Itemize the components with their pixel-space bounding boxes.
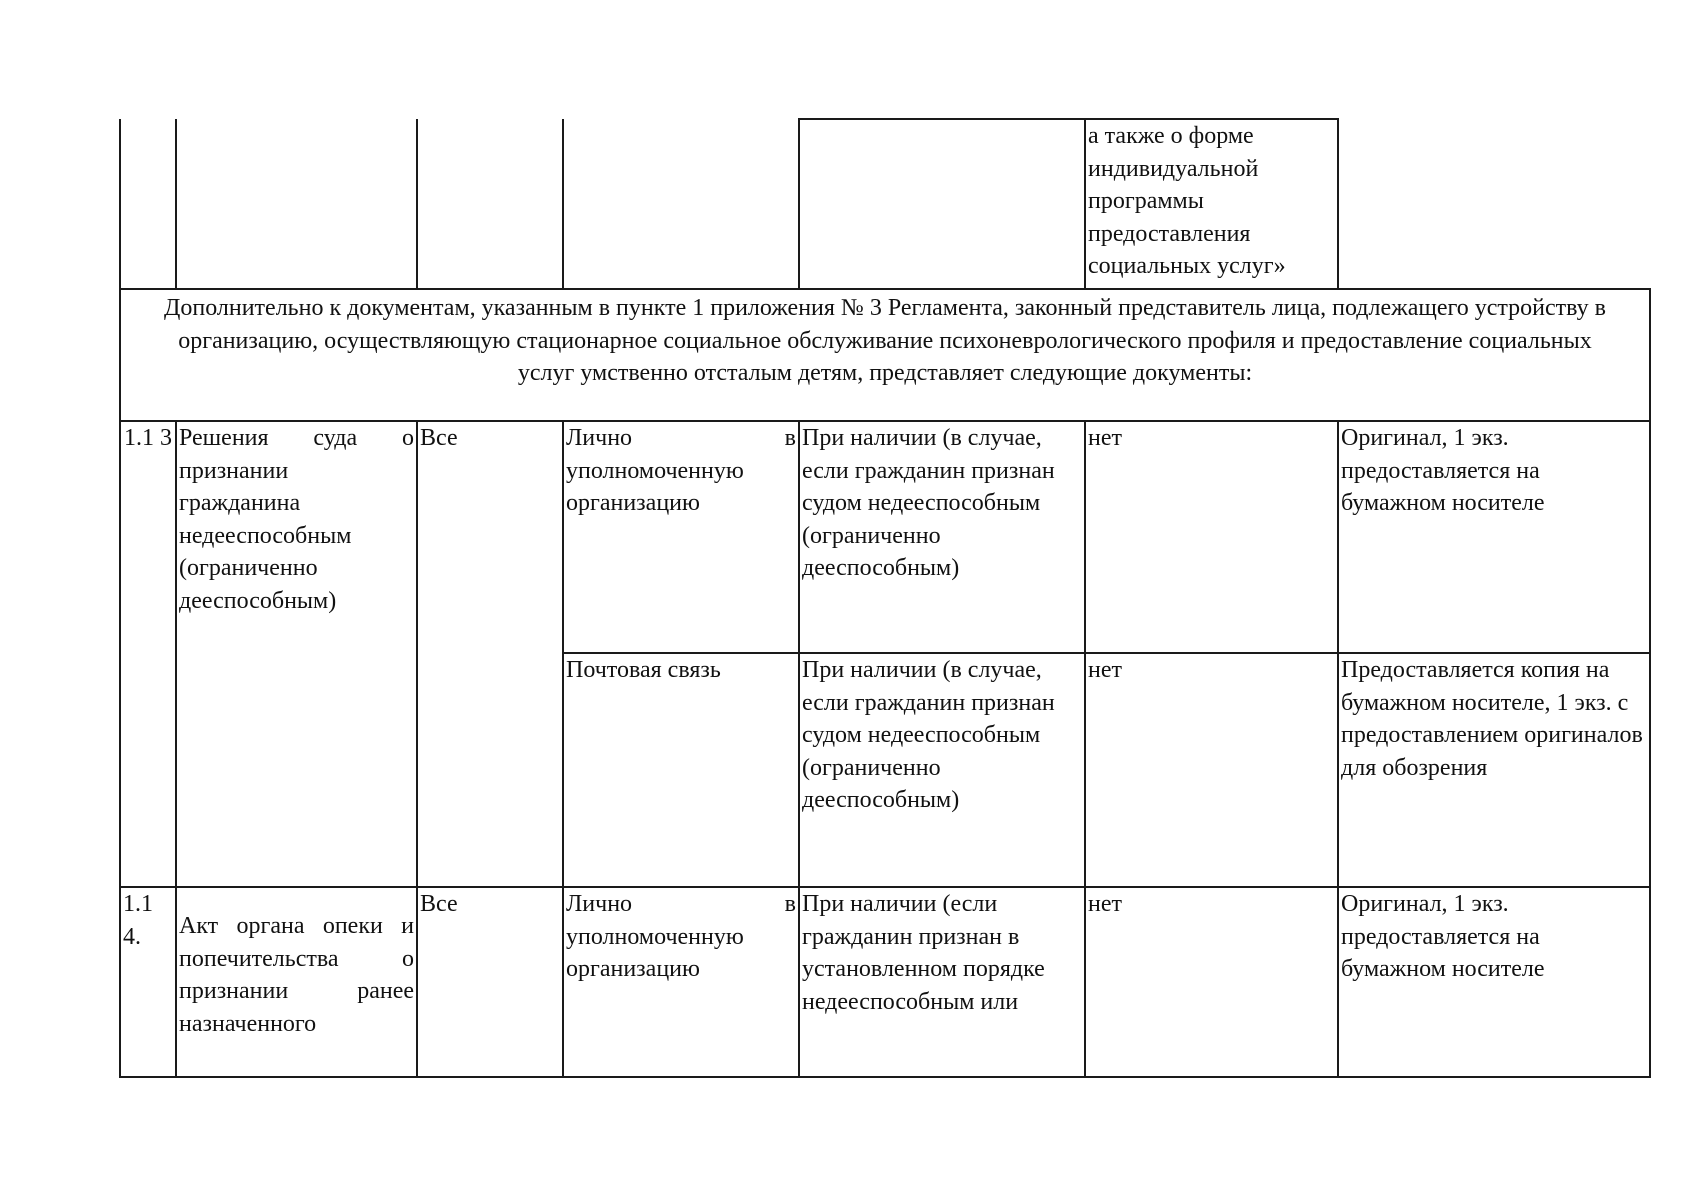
documents-table	[119, 118, 1651, 1078]
cell-method	[563, 119, 799, 289]
row-applicants: Все	[417, 887, 563, 1077]
row-method: Лично в уполномоченную организацию	[563, 421, 799, 653]
row-electronic: нет	[1085, 887, 1338, 1077]
row-document: Решения суда о признании гражданина недееспособным (ограниченно дееспособным)	[176, 421, 417, 887]
cell-applicants	[417, 119, 563, 289]
row-number: 1.1 3	[120, 421, 176, 887]
cell-requirements	[1338, 119, 1650, 289]
notice-row	[120, 289, 1650, 421]
row-electronic: нет	[1085, 421, 1338, 653]
notice-text: Дополнительно к документам, указанным в пункте 1 приложения № 3 Регламента, законный представитель лица, подлежащего устройству в организацию, осуществляющую стационарное социальное обслуживание психоневрологического профиля и предоставление социальных услуг умственно отсталым детям, представляет следующие документы:	[120, 289, 1650, 421]
table-row	[120, 421, 1650, 653]
row-condition: При наличии (в случае, если гражданин признан судом недееспособным (ограниченно дееспособным)	[799, 653, 1085, 887]
cell-document	[176, 119, 417, 289]
row-number: 1.1 4.	[120, 887, 176, 1077]
row-condition: При наличии (в случае, если гражданин признан судом недееспособным (ограниченно дееспособным)	[799, 421, 1085, 653]
continued-row	[120, 119, 1650, 289]
row-requirements: Предоставляется копия на бумажном носителе, 1 экз. с предоставлением оригиналов для обозрения	[1338, 653, 1650, 887]
cell-condition	[799, 119, 1085, 289]
row-applicants: Все	[417, 421, 563, 887]
row-method: Почтовая связь	[563, 653, 799, 887]
row-method: Лично в уполномоченную организацию	[563, 887, 799, 1077]
table-row	[120, 887, 1650, 1077]
row-condition: При наличии (если гражданин признан в установленном порядке недееспособным или	[799, 887, 1085, 1077]
row-electronic: нет	[1085, 653, 1338, 887]
row-requirements: Оригинал, 1 экз. предоставляется на бумажном носителе	[1338, 421, 1650, 653]
cell-form-text: а также о форме индивидуальной программы предоставления социальных услуг»	[1085, 119, 1338, 289]
cell-number	[120, 119, 176, 289]
row-requirements: Оригинал, 1 экз. предоставляется на бумажном носителе	[1338, 887, 1650, 1077]
row-document: Акт органа опеки и попечительства о признании ранее назначенного	[176, 887, 417, 1077]
